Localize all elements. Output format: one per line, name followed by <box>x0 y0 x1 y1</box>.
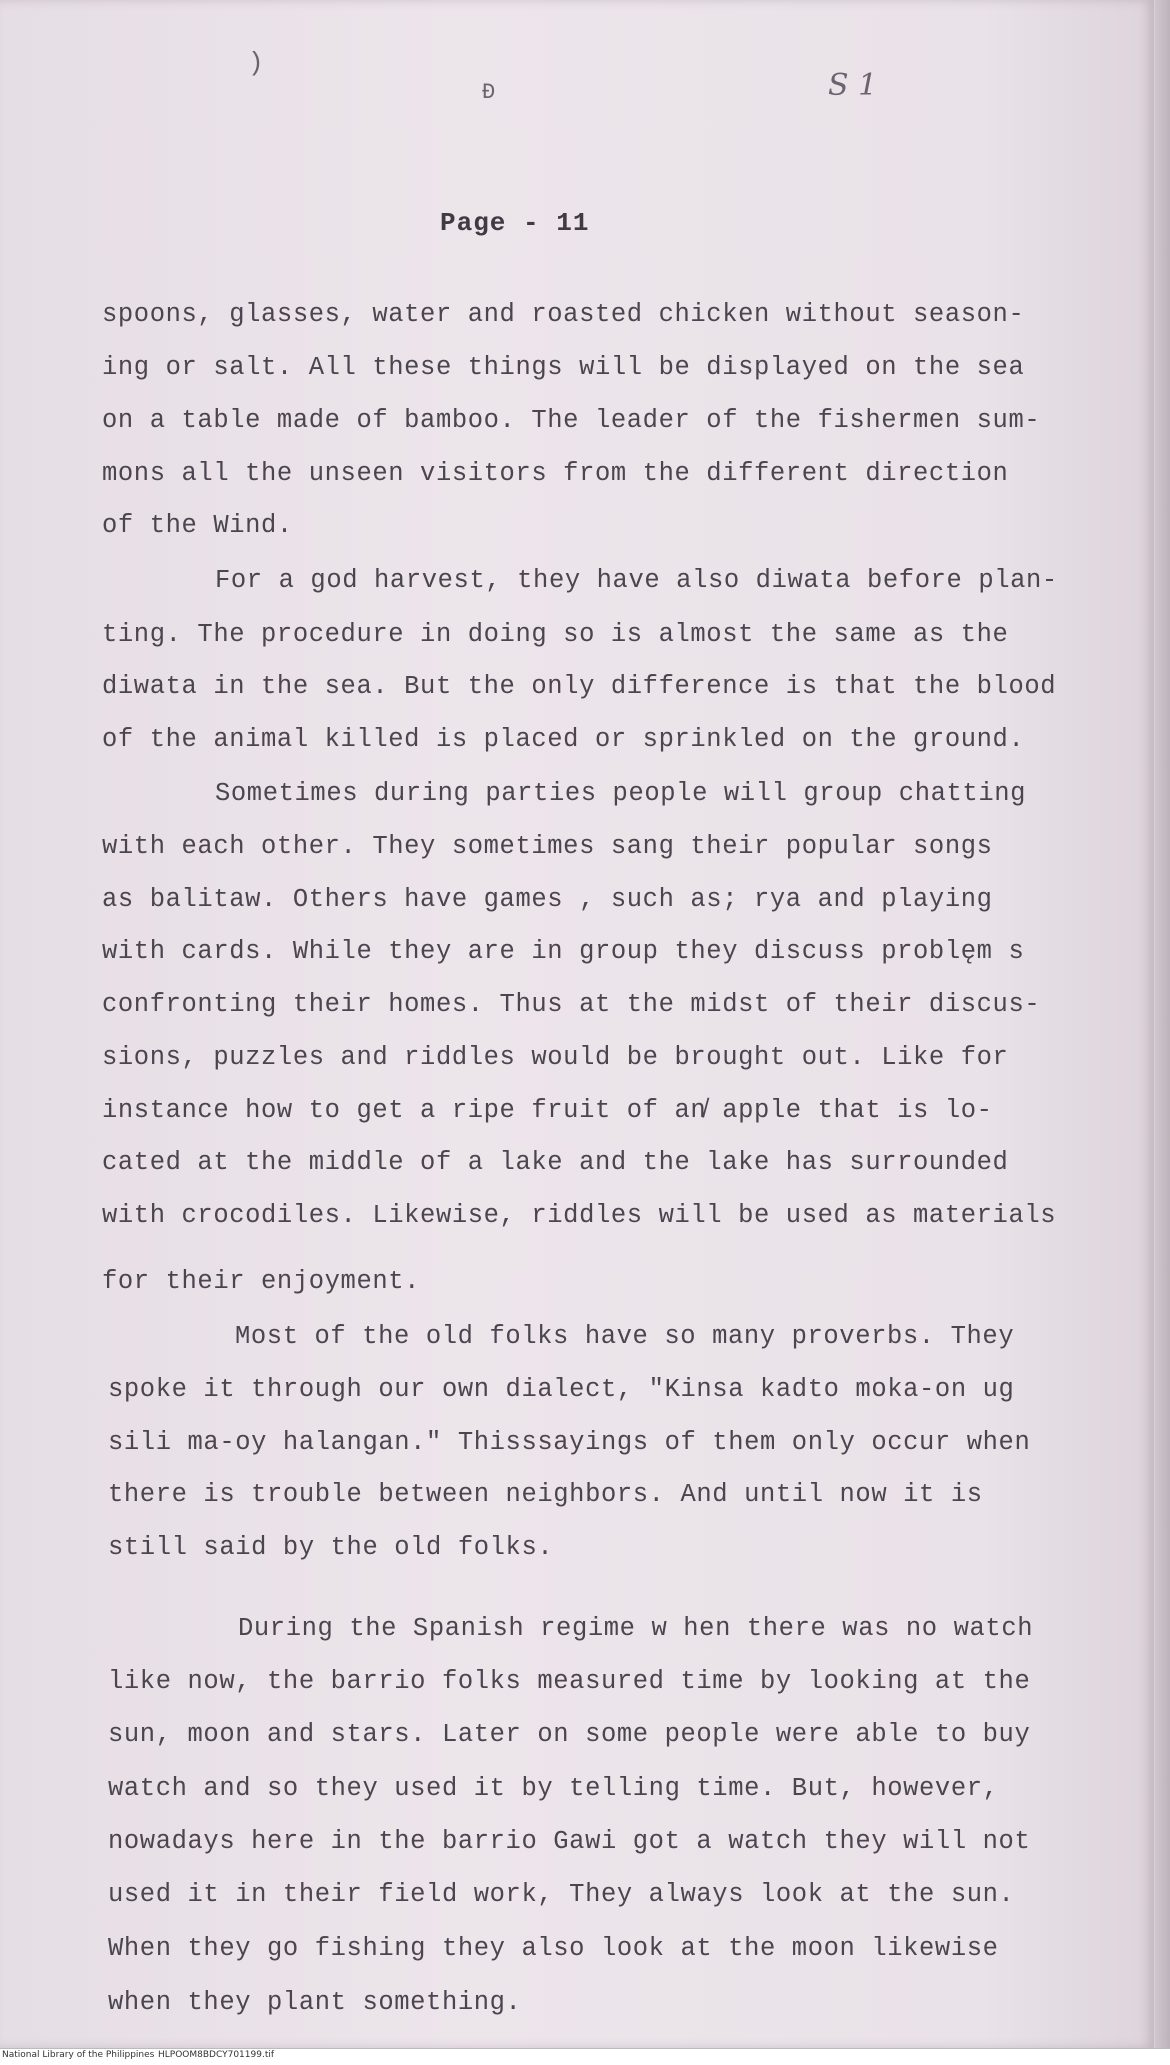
text-line: with each other. They sometimes sang their popular songs <box>102 832 993 861</box>
text-line: used it in their field work, They always look at the sun. <box>108 1880 1015 1909</box>
text-line: confronting their homes. Thus at the midst of their discus- <box>102 990 1041 1019</box>
text-line: still said by the old folks. <box>108 1533 554 1562</box>
margin-mark-left: ) <box>248 48 264 78</box>
text-line: sions, puzzles and riddles would be brought out. Like for <box>102 1043 1009 1072</box>
text-line: for their enjoyment. <box>102 1267 421 1296</box>
text-line: cated at the middle of a lake and the lake has surrounded <box>102 1148 1009 1177</box>
text-line: ting. The procedure in doing so is almost the same as the <box>102 620 1009 649</box>
text-line: sun, moon and stars. Later on some people were able to buy <box>108 1720 1031 1749</box>
text-line: of the animal killed is placed or sprinkled on the ground. <box>102 725 1025 754</box>
text-line: For a god harvest, they have also diwata before plan- <box>215 566 1058 595</box>
scan-footer <box>0 2048 1170 2065</box>
text-line: When they go fishing they also look at the moon likewise <box>108 1934 999 1963</box>
text-line: mons all the unseen visitors from the different direction <box>102 459 1009 488</box>
handwritten-page-number: S 1 <box>828 68 878 103</box>
text-line: of the Wind. <box>102 511 293 540</box>
text-line: with crocodiles. Likewise, riddles will be used as materials <box>102 1201 1057 1230</box>
text-line: with cards. While they are in group they discuss problęm s <box>102 937 1025 966</box>
text-line: spoons, glasses, water and roasted chicken without season- <box>102 300 1025 329</box>
text-line: Most of the old folks have so many proverbs. They <box>235 1322 1015 1351</box>
footer-file: HLPOOM8BDCY701199.tif <box>158 2050 275 2060</box>
text-line: ing or salt. All these things will be displayed on the sea <box>102 353 1025 382</box>
text-line: there is trouble between neighbors. And until now it is <box>108 1480 983 1509</box>
text-line: diwata in the sea. But the only difference is that the blood <box>102 672 1057 701</box>
page-title: Page - 11 <box>440 208 590 238</box>
text-line: During the Spanish regime w hen there was no watch <box>238 1614 1034 1643</box>
page-edge <box>1155 0 1170 2064</box>
text-line: sili ma-oy halangan." Thisssayings of them only occur when <box>108 1428 1031 1457</box>
text-line: spoke it through our own dialect, "Kinsa kadto moka-on ug <box>108 1375 1015 1404</box>
text-line: nowadays here in the barrio Gawi got a watch they will not <box>108 1827 1031 1856</box>
margin-mark-center: Ð <box>482 80 496 105</box>
text-line: on a table made of bamboo. The leader of the fishermen sum- <box>102 406 1041 435</box>
text-line: watch and so they used it by telling time. But, however, <box>108 1774 999 1803</box>
text-line: instance how to get a ripe fruit of an̸ apple that is lo- <box>102 1096 993 1125</box>
footer-library: National Library of the Philippines <box>2 2050 155 2060</box>
text-line: when they plant something. <box>108 1988 522 2017</box>
text-line: Sometimes during parties people will group chatting <box>215 779 1027 808</box>
text-line: as balitaw. Others have games , such as; rya and playing <box>102 885 993 914</box>
text-line: like now, the barrio folks measured time by looking at the <box>108 1667 1031 1696</box>
